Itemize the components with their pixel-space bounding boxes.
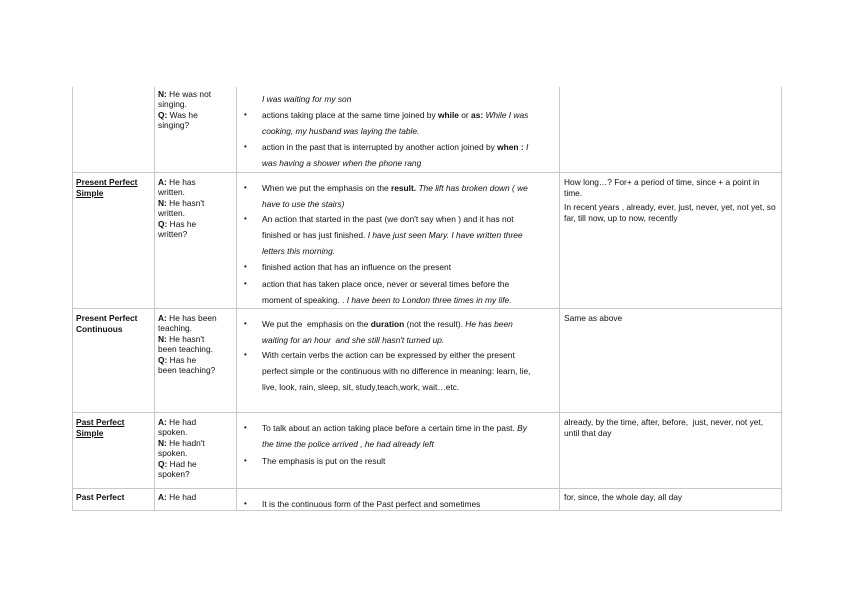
table-border-left [72,87,73,511]
tense-name: Present Perfect Simple [76,177,138,198]
form-cell: A: He had [158,492,197,502]
use-item: • action that has taken place once, never or several times before the moment of speaking. . I have been to London three times in my life. [262,276,557,308]
row-divider [72,488,782,489]
use-item: • action in the past that is interrupted by another action joined by when : I was having a shower when the phone rang [262,139,557,171]
bullet-icon: • [244,110,247,119]
bullet-icon: • [244,456,247,465]
use-item: • It is the continuous form of the Past perfect and sometimes [262,496,557,512]
form-line: singing? [158,120,190,131]
bullet-icon: • [244,262,247,271]
form-line: Q: Was he [158,109,198,120]
use-item: • The emphasis is put on the result [262,453,557,469]
use-item: • To talk about an action taking place before a certain time in the past. By the time the police arrived , he had already left [262,420,557,452]
form-cell: A: He has written. N: He hasn't written. Q: Has he written? [158,177,205,240]
bullet-icon: • [244,279,247,288]
bullet-icon: • [244,499,247,508]
bullet-icon: • [244,183,247,192]
bullet-icon: • [244,214,247,223]
form-cell: A: He has been teaching. N: He hasn't been teaching. Q: Has he been teaching? [158,313,217,376]
keywords-cell: already, by the time, after, before, just, never, not yet, until that day [564,417,764,438]
form-line: N: He was not [158,89,212,99]
bullet-icon: • [244,350,247,359]
row-divider [72,412,782,413]
use-item: • finished action that has an influence on the present [262,259,557,275]
tense-name: Past Perfect Simple [76,417,125,438]
table-border-right [781,87,782,511]
keywords-cell: How long…? For+ a period of time, since + a point in time. In recent years , already, ever, just, never, yet, not yet, so far, till now, up to now, recently [564,177,776,223]
use-item: • actions taking place at the same time joined by while or as: While I was cooking, my husband was laying the table. [262,107,557,139]
keywords-cell: Same as above [564,313,623,323]
form-cell: A: He had spoken. N: He hadn't spoken. Q: Had he spoken? [158,417,205,480]
use-item: • An action that started in the past (we don't say when ) and it has not finished or has just finished. I have just seen Mary. I have written three letters this morning. [262,211,557,260]
tense-name: Past Perfect [76,492,125,502]
bullet-icon: • [244,142,247,151]
use-item: • We put the emphasis on the duration (not the result). He has been waiting for an hour and she still hasn't turned up. [262,316,557,348]
column-divider [154,87,155,511]
row-divider [72,172,782,173]
keywords-cell: for, since, the whole day, all day [564,492,683,502]
column-divider [236,87,237,511]
bullet-icon: • [244,423,247,432]
use-item: • When we put the emphasis on the result. The lift has broken down ( we have to use the stairs) [262,180,557,212]
tense-name: Present Perfect Continuous [76,313,138,334]
column-divider [559,87,560,511]
use-item: • With certain verbs the action can be expressed by either the present perfect simple or the continuous with no difference in meaning: learn, lie, live, look, rain, sleep, sit, study,teach,work, wait…etc. [262,347,557,396]
bullet-icon: • [244,319,247,328]
form-cell [158,89,211,131]
lead-example: I was waiting for my son [262,94,352,104]
form-line: singing. [158,99,187,110]
